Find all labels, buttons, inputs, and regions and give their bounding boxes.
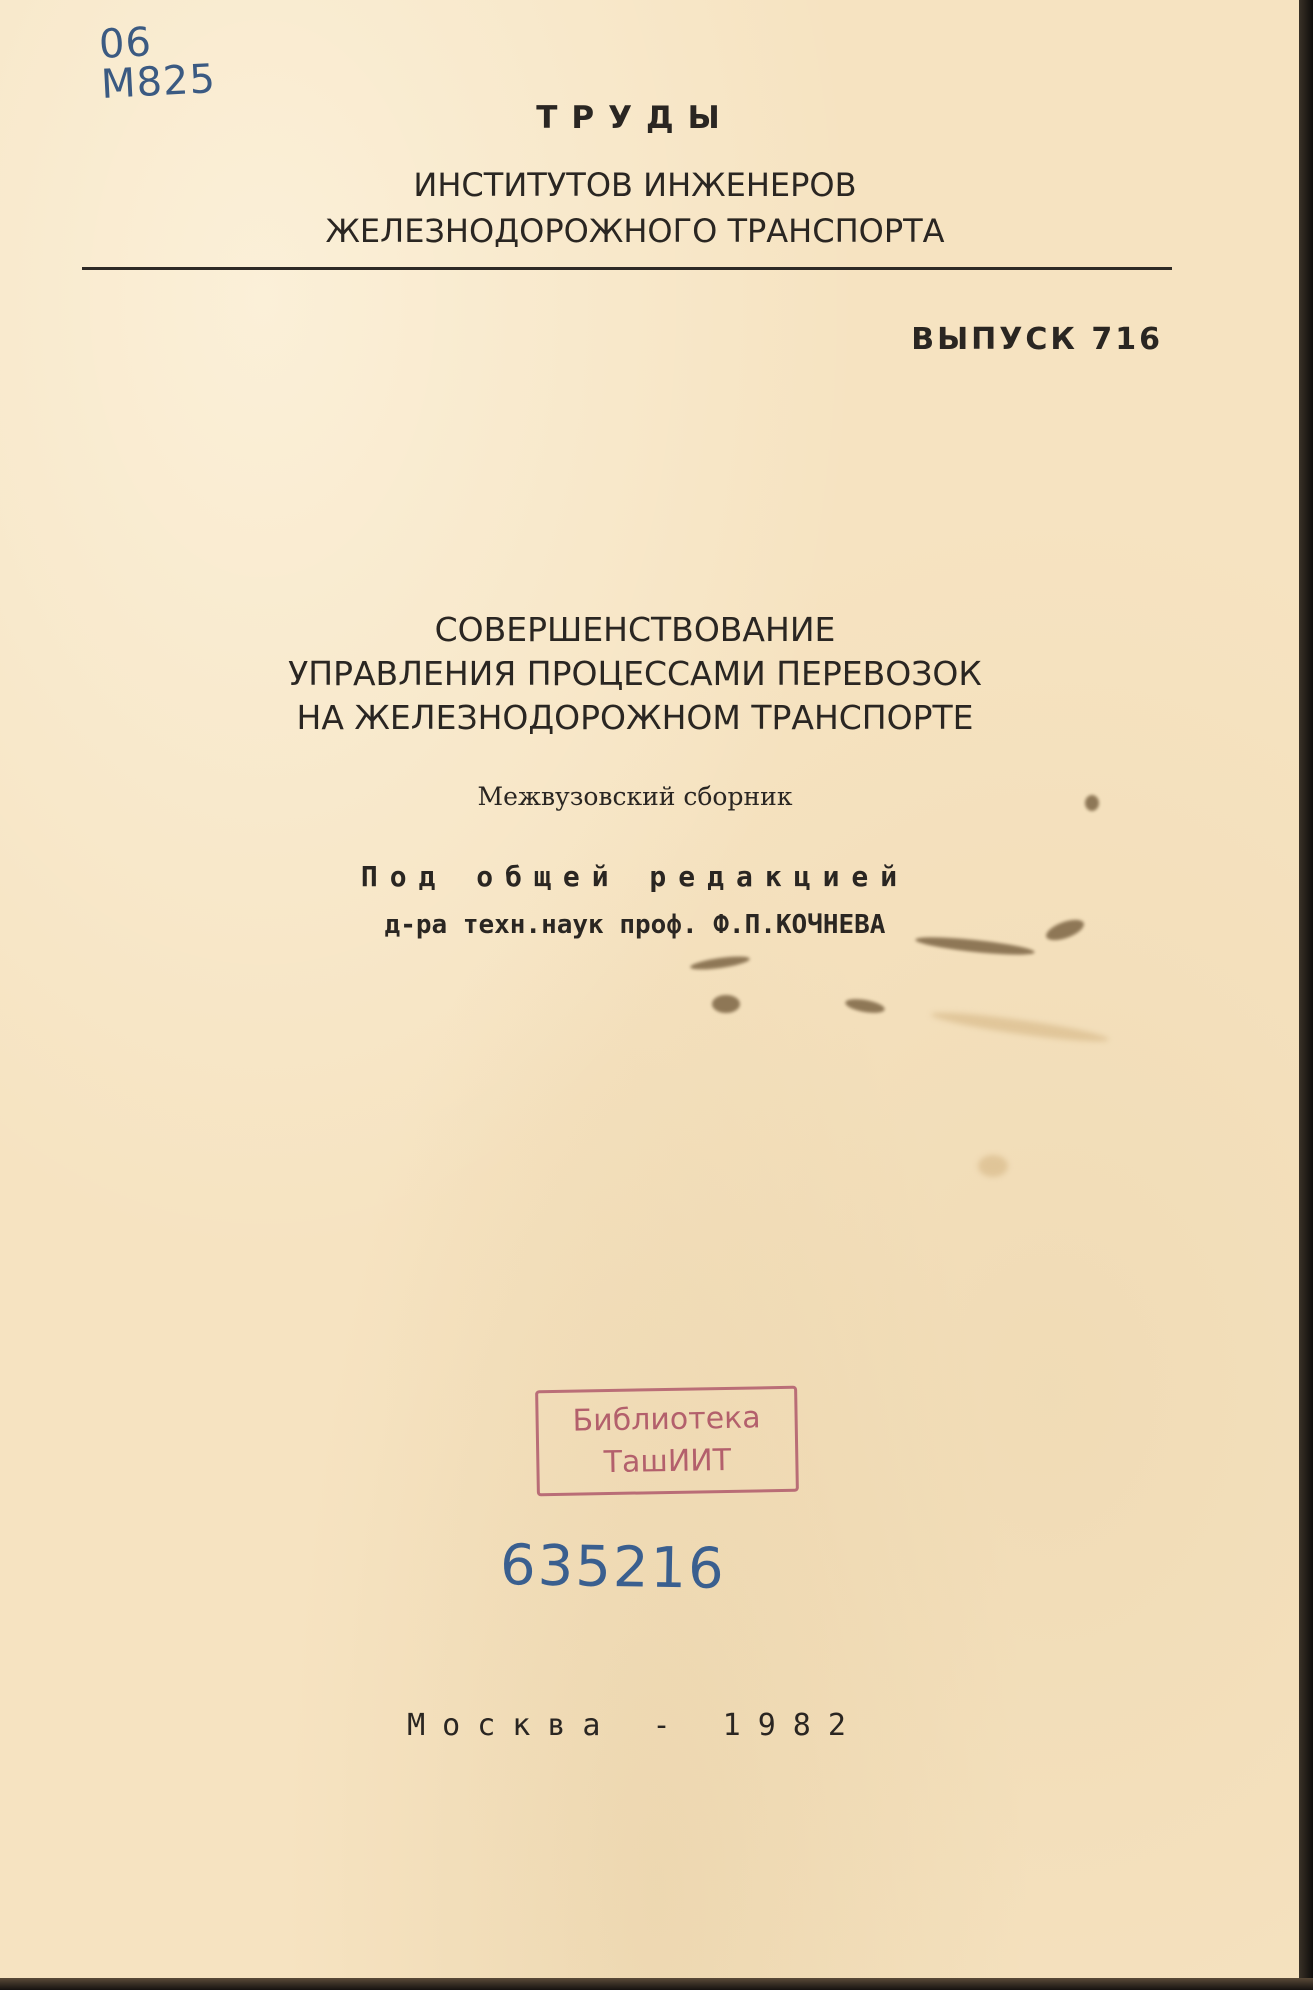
title-line-1: СОВЕРШЕНСТВОВАНИЕ bbox=[434, 610, 836, 649]
edited-by-label: Под общей редакцией bbox=[360, 860, 910, 893]
handwritten-call-number bbox=[97, 19, 218, 108]
stain-mark bbox=[1085, 795, 1099, 811]
institute-line-2: ЖЕЛЕЗНОДОРОЖНОГО ТРАНСПОРТА bbox=[325, 212, 945, 250]
book-title bbox=[0, 608, 1270, 740]
stain-mark bbox=[930, 1008, 1110, 1047]
institute-name bbox=[0, 162, 1270, 254]
call-number-line-2: M825 bbox=[99, 55, 218, 108]
stamp-line-2: ТашИИТ bbox=[603, 1442, 732, 1481]
stain-mark bbox=[690, 954, 751, 972]
title-line-2: УПРАВЛЕНИЯ ПРОЦЕССАМИ ПЕРЕВОЗОК bbox=[288, 654, 982, 693]
collection-type: Межвузовский сборник bbox=[477, 782, 793, 811]
stamp-line-1: Библиотека bbox=[572, 1400, 761, 1439]
stain-mark bbox=[712, 995, 740, 1013]
library-stamp bbox=[535, 1386, 799, 1497]
series-title: ТРУДЫ bbox=[536, 100, 734, 136]
scan-edge-bottom bbox=[0, 1978, 1313, 1990]
editor-name: д-ра техн.наук проф. Ф.П.КОЧНЕВА bbox=[384, 910, 886, 940]
stain-mark bbox=[978, 1155, 1008, 1177]
header-divider bbox=[82, 267, 1172, 270]
call-number-line-1: 06 bbox=[97, 19, 154, 69]
scan-edge-right bbox=[1299, 0, 1313, 1990]
publication-imprint: Москва - 1982 bbox=[407, 1708, 863, 1743]
institute-line-1: ИНСТИТУТОВ ИНЖЕНЕРОВ bbox=[413, 166, 857, 204]
stain-mark bbox=[844, 997, 885, 1016]
issue-number: ВЫПУСК 716 bbox=[911, 322, 1163, 357]
handwritten-inventory-number: 635216 bbox=[499, 1533, 727, 1602]
title-line-3: НА ЖЕЛЕЗНОДОРОЖНОМ ТРАНСПОРТЕ bbox=[296, 698, 974, 737]
